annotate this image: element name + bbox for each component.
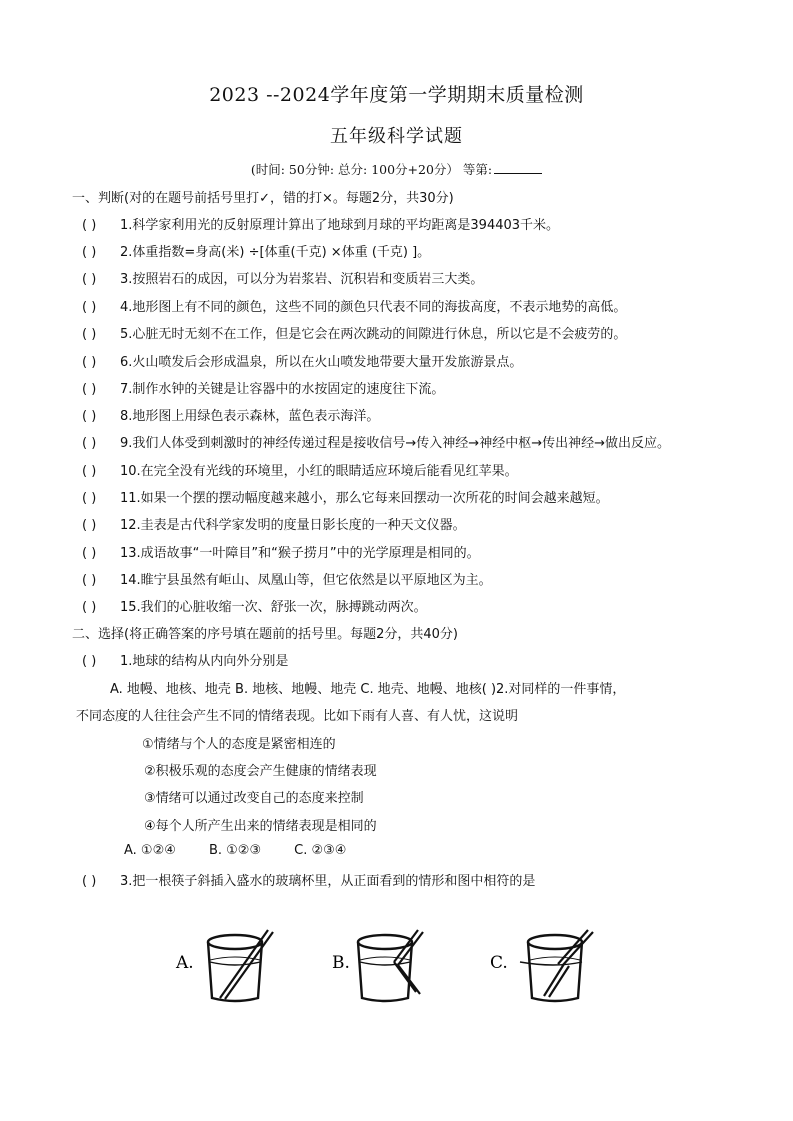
- question-2-2-options: A. ①②④ B. ①②③ C. ②③④: [124, 843, 347, 858]
- question-stem: 3.把一根筷子斜插入盛水的玻璃杯里，从正面看到的情形和图中相符的是: [120, 874, 536, 889]
- judgement-text: 9.我们人体受到刺激时的神经传递过程是接收信号→传入神经→神经中枢→传出神经→做出反应。: [120, 436, 670, 451]
- answer-paren[interactable]: ( ): [82, 491, 97, 506]
- answer-paren[interactable]: ( ): [82, 300, 97, 315]
- grade-blank[interactable]: [494, 161, 542, 174]
- option-b-label: B.: [332, 953, 350, 973]
- answer-paren[interactable]: ( ): [82, 245, 97, 260]
- judgement-text: 12.圭表是古代科学家发明的度量日影长度的一种天文仪器。: [120, 518, 466, 533]
- answer-paren[interactable]: ( ): [82, 464, 97, 479]
- judgement-text: 8.地形图上用绿色表示森林，蓝色表示海洋。: [120, 409, 380, 424]
- glass-a: [208, 930, 273, 1001]
- judgement-item: [82, 569, 492, 588]
- answer-paren[interactable]: ( ): [82, 218, 97, 233]
- judgement-item: [82, 214, 559, 233]
- judgement-item: [82, 460, 518, 479]
- judgement-text: 15.我们的心脏收缩一次、舒张一次，脉搏跳动两次。: [120, 600, 427, 615]
- judgement-text: 7.制作水钟的关键是让容器中的水按固定的速度往下流。: [120, 382, 445, 397]
- judgement-text: 10.在完全没有光线的环境里，小红的眼睛适应环境后能看见红苹果。: [120, 464, 518, 479]
- judgement-item: [82, 514, 466, 533]
- answer-paren[interactable]: ( ): [82, 327, 97, 342]
- question-2-1: [82, 650, 288, 669]
- statement-4: ④每个人所产生出来的情绪表现是相同的: [144, 819, 377, 834]
- glass-c: [520, 930, 593, 1001]
- answer-paren[interactable]: ( ): [82, 382, 97, 397]
- answer-paren[interactable]: ( ): [82, 874, 97, 889]
- judgement-text: 3.按照岩石的成因，可以分为岩浆岩、沉积岩和变质岩三大类。: [120, 272, 484, 287]
- statement-1: ①情绪与个人的态度是紧密相连的: [142, 737, 336, 752]
- option-a-label: A.: [176, 953, 194, 973]
- judgement-item: [82, 241, 430, 260]
- judgement-item: [82, 268, 483, 287]
- judgement-text: 13.成语故事“一叶障目”和“猴子捞月”中的光学原理是相同的。: [120, 546, 480, 561]
- option-c-label: C.: [490, 953, 508, 973]
- answer-paren[interactable]: ( ): [82, 272, 97, 287]
- answer-paren[interactable]: ( ): [82, 409, 97, 424]
- judgement-text: 5.心脏无时无刻不在工作，但是它会在两次跳动的间隙进行休息，所以它是不会疲劳的。: [120, 327, 627, 342]
- answer-paren[interactable]: ( ): [82, 573, 97, 588]
- answer-paren[interactable]: ( ): [82, 546, 97, 561]
- question-2-1-options: [110, 678, 625, 697]
- judgement-text: 11.如果一个摆的摆动幅度越来越小，那么它每来回摆动一次所花的时间会越来越短。: [120, 491, 609, 506]
- answer-paren[interactable]: ( ): [82, 654, 97, 669]
- question-2-3: [82, 870, 535, 889]
- judgement-item: [82, 323, 626, 342]
- answer-paren[interactable]: ( ): [82, 600, 97, 615]
- options-text: A. 地幔、地核、地壳 B. 地核、地幔、地壳 C. 地壳、地幔、地核: [110, 682, 482, 697]
- judgement-item: [82, 487, 609, 506]
- section2-heading: 二、选择(将正确答案的序号填在题前的括号里。每题2分，共40分): [72, 627, 458, 642]
- judgement-item: [82, 351, 522, 370]
- question-stem: 1.地球的结构从内向外分别是: [120, 654, 289, 669]
- judgement-item: [82, 542, 480, 561]
- answer-paren[interactable]: ( ): [82, 355, 97, 370]
- statement-3: ③情绪可以通过改变自己的态度来控制: [144, 791, 364, 806]
- exam-info-text: (时间: 50分钟: 总分: 100分+20分） 等第:: [250, 162, 493, 177]
- glass-b: [358, 930, 423, 1001]
- answer-paren[interactable]: ( ): [82, 518, 97, 533]
- judgement-item: [82, 378, 444, 397]
- chopstick-figure: [160, 920, 620, 1010]
- judgement-item: [82, 296, 626, 315]
- judgement-text: 2.体重指数=身高(米) ÷[体重(千克) ×体重 (千克) ]。: [120, 245, 431, 260]
- answer-paren[interactable]: ( ): [82, 436, 97, 451]
- exam-info: [0, 160, 793, 178]
- judgement-item: [82, 432, 670, 451]
- answer-paren-q2[interactable]: ( )2.对同样的一件事情，: [481, 682, 626, 697]
- section1-heading: 一、判断(对的在题号前括号里打✓，错的打×。每题2分，共30分): [72, 191, 454, 206]
- judgement-item: [82, 596, 427, 615]
- exam-title: 2023 --2024学年度第一学期期末质量检测: [209, 84, 584, 106]
- judgement-text: 6.火山喷发后会形成温泉，所以在火山喷发地带要大量开发旅游景点。: [120, 355, 523, 370]
- statement-2: ②积极乐观的态度会产生健康的情绪表现: [144, 764, 377, 779]
- judgement-item: [82, 405, 379, 424]
- judgement-text: 1.科学家利用光的反射原理计算出了地球到月球的平均距离是394403千米。: [120, 218, 560, 233]
- judgement-text: 14.睢宁县虽然有岠山、凤凰山等，但它依然是以平原地区为主。: [120, 573, 492, 588]
- judgement-text: 4.地形图上有不同的颜色，这些不同的颜色只代表不同的海拔高度，不表示地势的高低。: [120, 300, 627, 315]
- exam-subtitle: 五年级科学试题: [330, 126, 463, 147]
- question-2-2-stem: 不同态度的人往往会产生不同的情绪表现。比如下雨有人喜、有人忧，这说明: [76, 709, 519, 724]
